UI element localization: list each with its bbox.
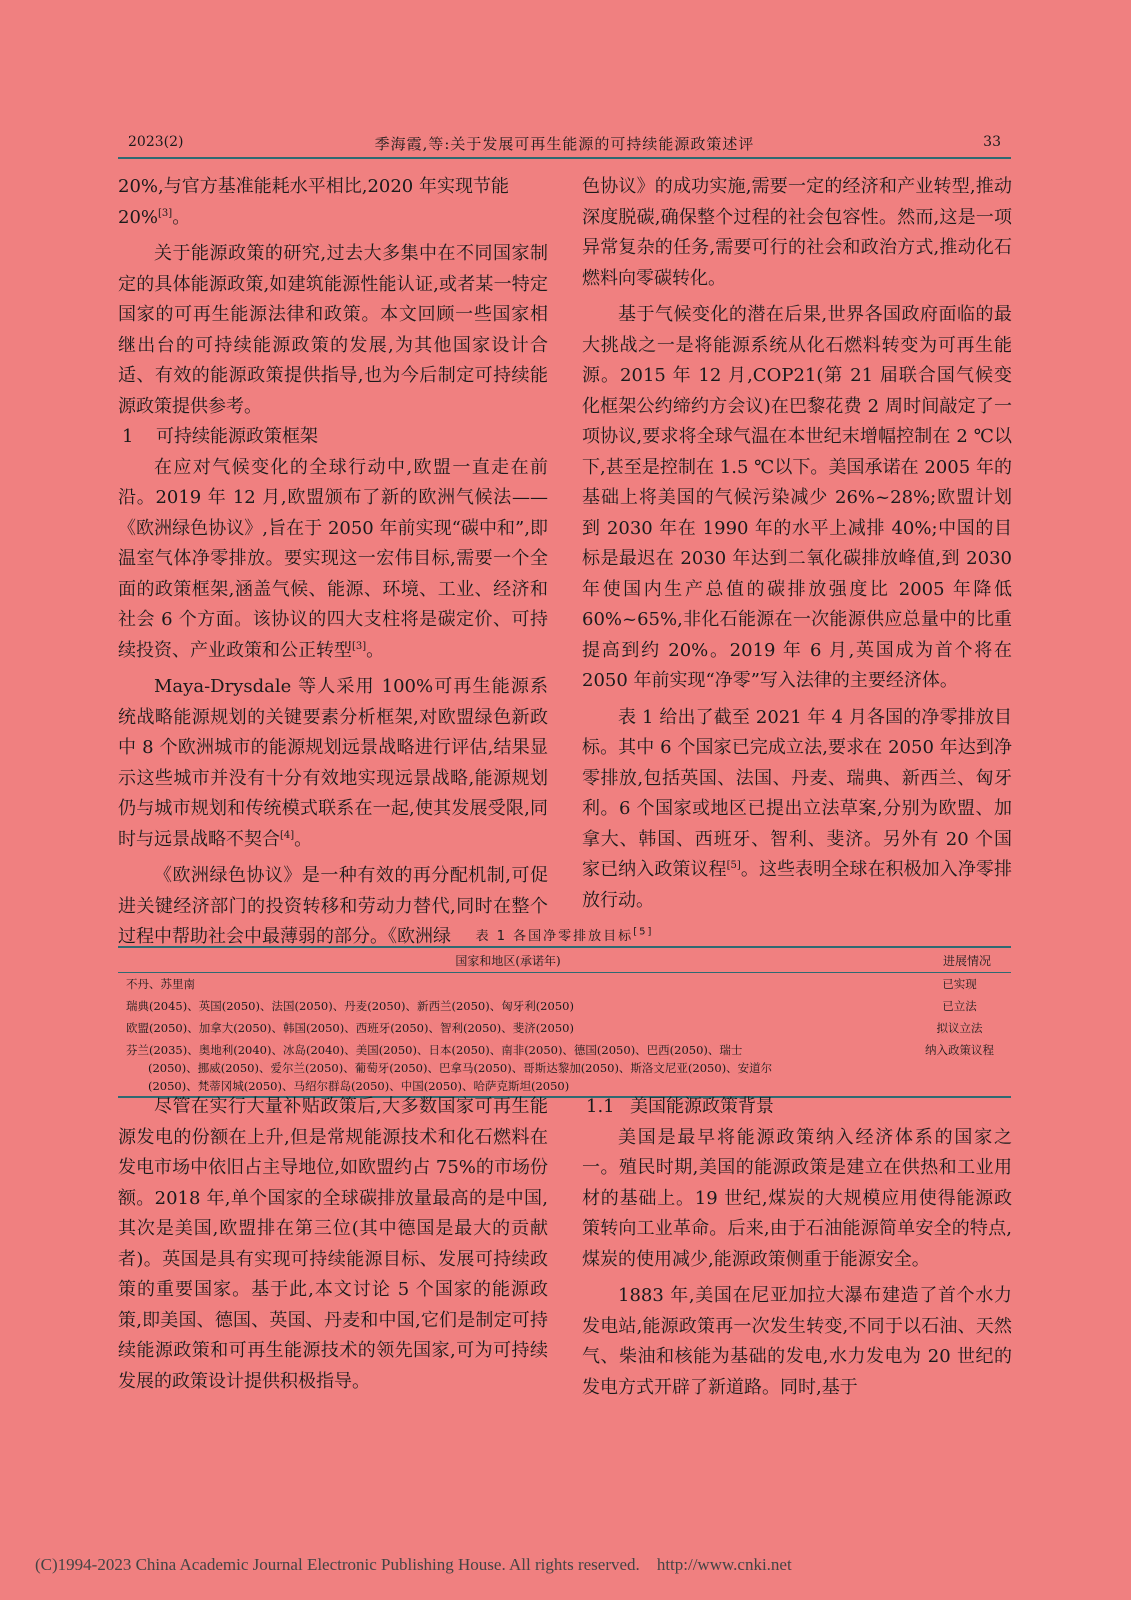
paragraph: 色协议》的成功实施,需要一定的经济和产业转型,推动深度脱碳,确保整个过程的社会包容性。然而,这是一项异常复杂的任务,需要可行的社会和政治方式,推动化石燃料向零碳转化。 [582,176,1012,289]
table-header-cell: 进展情况 [942,954,991,968]
citation: [3] [352,640,367,652]
table-caption [118,925,1011,944]
paragraph [118,453,548,667]
header-rule [118,157,1011,159]
citation: [5] [726,860,741,871]
citation: [3] [158,207,173,219]
text-span: Maya-Drysdale 等人采用 100%可再生能源系统战略能源规划的关键要素分析框架,对欧盟绿色新政中 8 个欧洲城市的能源规划远景战略进行评估,结果显示这些城市并没有十分有效地实现远景战略,能源规划仍与城市规划和传统模式联系在一起,使其发展受限,同时与远景战略不契合 [118,676,548,850]
table-header-row [118,948,1011,973]
section-heading [118,422,548,453]
paragraph: 《欧洲绿色协议》是一种有效的再分配机制,可促进关键经济部门的投资转移和劳动力替代,同时在整个过程中帮助社会中最薄弱的部分。《欧洲绿 [118,865,548,947]
running-title: 季海霞,等:关于发展可再生能源的可持续能源政策述评 [374,135,755,153]
paragraph [118,672,548,855]
table-cell: 瑞典(2045)、英国(2050)、法国(2050)、丹麦(2050)、新西兰(2050)、匈牙利(2050) [126,999,574,1013]
paragraph [118,172,548,233]
table-cell: 已立法 [942,999,977,1013]
column-left-bottom [118,1092,548,1397]
running-header [118,128,1011,158]
cell-line: 芬兰(2035)、奥地利(2040)、冰岛(2040)、美国(2050)、日本(2050)、南非(2050)、德国(2050)、巴西(2050)、瑞士 [126,1043,743,1057]
table-cell: 纳入政策议程 [925,1043,994,1057]
section-number: 1 [122,426,134,447]
table-1 [118,946,1011,1098]
table-header-cell: 国家和地区(承诺年) [455,954,561,968]
paragraph: 关于能源政策的研究,过去大多集中在不同国家制定的具体能源政策,如建筑能源性能认证,或者某一特定国家的可再生能源法律和政策。本文回顾一些国家相继出台的可持续能源政策的发展,为其他国家设计合适、有效的能源政策提供指导,也为今后制定可持续能源政策提供参考。 [118,243,548,417]
page-number: 33 [983,134,1001,150]
text-span: 20%,与官方基准能耗水平相比,2020 年实现节能 [118,176,509,197]
journal-issue: 2023(2) [128,134,184,150]
copyright-text: (C)1994-2023 China Academic Journal Electronic Publishing House. All rights reserved. [35,1555,640,1574]
copyright-footer [35,1555,792,1575]
cell-line: (2050)、梵蒂冈城(2050)、马绍尔群岛(2050)、中国(2050)、哈萨克斯坦(2050) [148,1079,570,1093]
table-cell: 拟议立法 [936,1021,983,1035]
column-right-top [582,172,1012,916]
paragraph [582,703,1012,917]
text-span: 在应对气候变化的全球行动中,欧盟一直走在前沿。2019 年 12 月,欧盟颁布了新的欧洲气候法——《欧洲绿色协议》,旨在于 2050 年前实现“碳中和”,即温室气体净零排放。要实现这一宏伟目标,需要一个全面的政策框架,涵盖气候、能源、环境、工业、经济和社会 6 个方面。该协议的四大支柱将是碳定价、可持续投资、产业政策和公正转型 [118,456,548,661]
text-span: 。这些表明全球在积极加入净零排放行动。 [582,859,1013,911]
text-span: 20% [118,206,159,228]
text-span: 表 1 给出了截至 2021 年 4 月各国的净零排放目标。其中 6 个国家已完成立法,要求在 2050 年达到净零排放,包括英国、法国、丹麦、瑞典、新西兰、匈牙利。6 个国家或地区已提出立法草案,分别为欧盟、加拿大、韩国、西班牙、智利、斐济。另外有 20 个国家已纳入政策议程 [582,706,1012,880]
table-cell [126,1041,906,1095]
paragraph: 1883 年,美国在尼亚加拉大瀑布建造了首个水力发电站,能源政策再一次发生转变,不同于以石油、天然气、柴油和核能为基础的发电,水力发电为 20 世纪的发电方式开辟了新道路。同时,基于 [582,1285,1012,1398]
table-cell: 不丹、苏里南 [126,977,195,991]
column-right-bottom [582,1092,1012,1403]
column-left-top [118,172,548,953]
cell-line: (2050)、挪威(2050)、爱尔兰(2050)、葡萄牙(2050)、巴拿马(2050)、哥斯达黎加(2050)、斯洛文尼亚(2050)、安道尔 [148,1061,773,1075]
table-cell: 欧盟(2050)、加拿大(2050)、韩国(2050)、西班牙(2050)、智利(2050)、斐济(2050) [126,1021,574,1035]
paragraph: 尽管在实行大量补贴政策后,大多数国家可再生能源发电的份额在上升,但是常规能源技术和化石燃料在发电市场中依旧占主导地位,如欧盟约占 75%的市场份额。2018 年,单个国家的全球碳排放量最高的是中国,其次是美国,欧盟排在第三位(其中德国是最大的贡献者)。英国是具有实现可持续能源目标、发展可持续政策的重要国家。基于此,本文讨论 5 个国家的能源政策,即美国、德国、英国、丹麦和中国,它们是制定可持续能源政策和可再生能源技术的领先国家,可为可持续发展的政策设计提供积极指导。 [118,1096,548,1392]
section-number: 1.1 [586,1096,615,1117]
section-heading [582,1092,1012,1123]
section-title: 可持续能源政策框架 [156,426,318,447]
table-cell: 已实现 [942,977,977,991]
footer-link[interactable]: http://www.cnki.net [656,1555,792,1574]
citation: [5] [633,926,654,938]
citation: [4] [280,829,295,841]
text-span: 。 [366,639,385,661]
text-span: 。 [294,828,313,850]
caption-text: 表 1 各国净零排放目标 [475,929,634,944]
section-title: 美国能源政策背景 [630,1096,774,1117]
text-span: 。 [172,206,191,228]
paragraph: 美国是最早将能源政策纳入经济体系的国家之一。殖民时期,美国的能源政策是建立在供热和工业用材的基础上。19 世纪,煤炭的大规模应用使得能源政策转向工业革命。后来,由于石油能源简单安全的特点,煤炭的使用减少,能源政策侧重于能源安全。 [582,1126,1012,1270]
paragraph: 基于气候变化的潜在后果,世界各国政府面临的最大挑战之一是将能源系统从化石燃料转变为可再生能源。2015 年 12 月,COP21(第 21 届联合国气候变化框架公约缔约方会议)在巴黎花费 2 周时间敲定了一项协议,要求将全球气温在本世纪末增幅控制在 2 ℃以下,甚至是控制在 1.5 ℃以下。美国承诺在 2005 年的基础上将美国的气候污染减少 26%~28%;欧盟计划到 2030 年在 1990 年的水平上减排 40%;中国的目标是最迟在 2030 年达到二氧化碳排放峰值,到 2030 年使国内生产总值的碳排放强度比 2005 年降低 60%~65%,非化石能源在一次能源供应总量中的比重提高到约 20%。2019 年 6 月,英国成为首个将在 2050 年前实现“净零”写入法律的主要经济体。 [582,304,1012,691]
